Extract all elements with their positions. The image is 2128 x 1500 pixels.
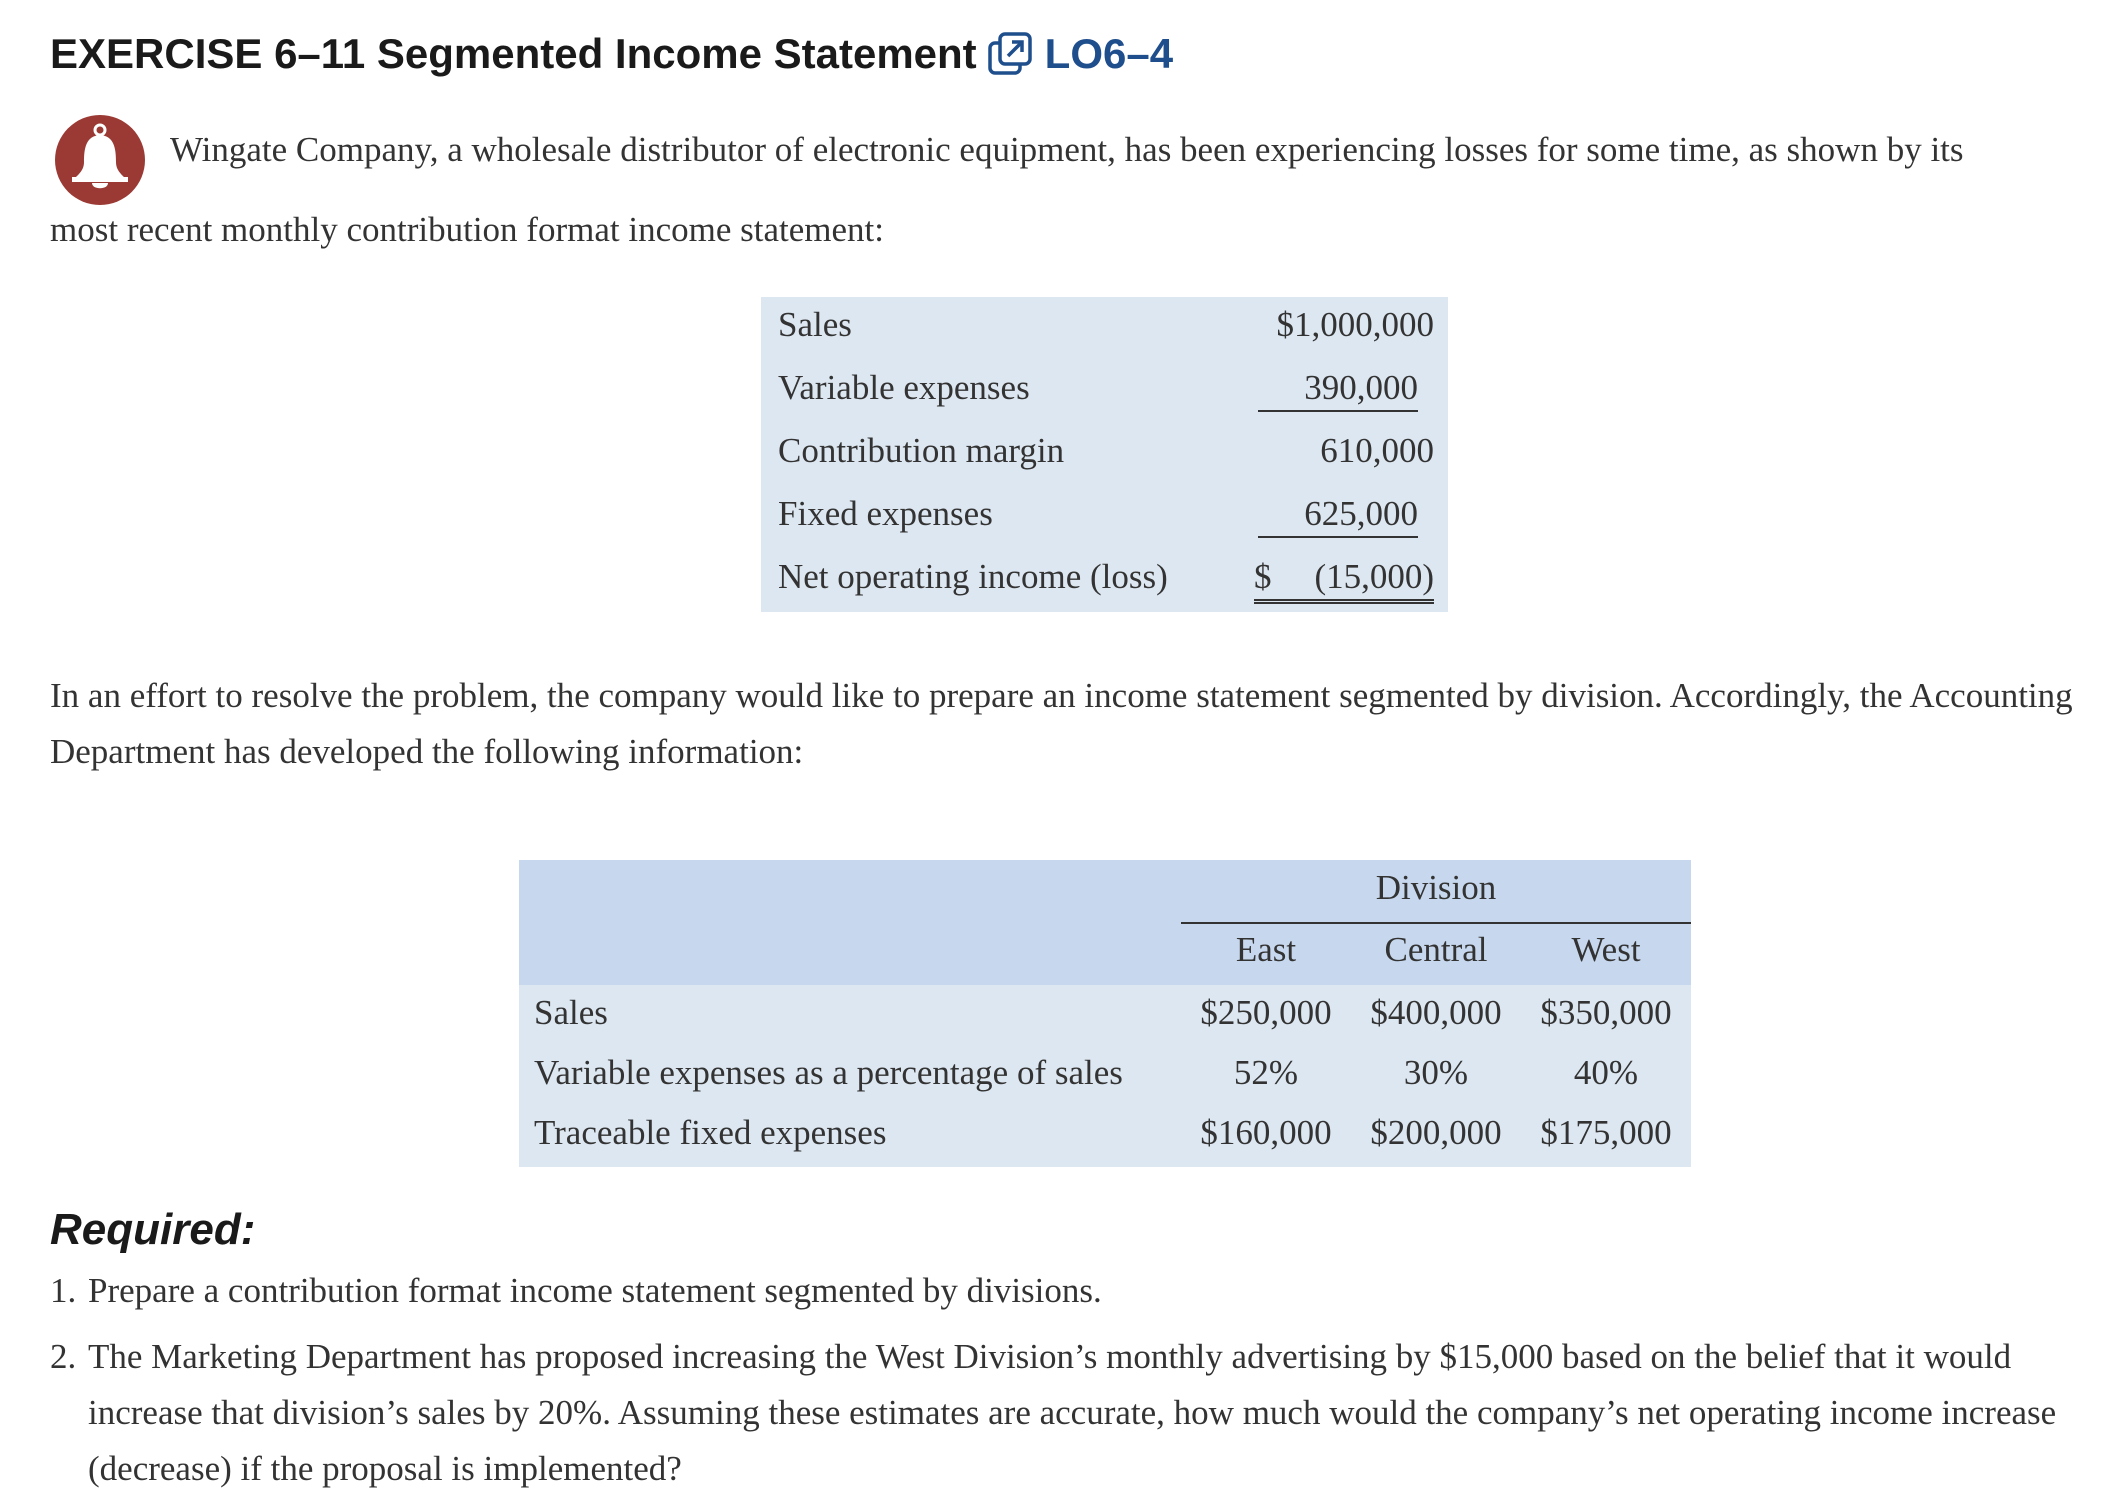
row-amount: 390,000: [1258, 368, 1418, 412]
column-header-east: East: [1235, 930, 1297, 969]
division-group-header: Division: [1375, 868, 1497, 907]
cell-central-variable-pct: 30%: [1403, 1053, 1469, 1092]
exercise-title: EXERCISE 6–11 Segmented Income Statement: [50, 30, 977, 77]
item-number: 2.: [50, 1337, 77, 1376]
item-number: 1.: [50, 1271, 77, 1310]
row-label: Fixed expenses: [778, 494, 993, 533]
row-amount: [1254, 557, 1434, 604]
bell-icon: [54, 114, 146, 206]
intro-text-line2: most recent monthly contribution format income statement:: [50, 210, 884, 249]
item-text: The Marketing Department has proposed increasing the West Division’s monthly advertising by $15,000 based on the belief that it would increase that division’s sales by 20%. Assuming these estimates are accurate, how much would the company’s net operating income increase (decrease) if the proposal is implemented?: [88, 1337, 2057, 1488]
column-header-west: West: [1571, 930, 1641, 969]
required-heading: Required:: [50, 1205, 256, 1254]
table-row: [778, 423, 1434, 486]
exercise-heading: [50, 30, 1173, 78]
item-text: Prepare a contribution format income statement segmented by divisions.: [88, 1271, 1102, 1310]
cell-east-variable-pct: 52%: [1233, 1053, 1299, 1092]
row-label: Variable expenses: [778, 368, 1030, 407]
table-row: [778, 486, 1434, 549]
row-amount: 610,000: [1320, 431, 1434, 470]
required-item-2: [50, 1329, 2090, 1497]
required-item-1: [50, 1263, 2090, 1319]
row-label: Sales: [778, 305, 852, 344]
division-table: [519, 860, 1691, 1167]
row-amount: $1,000,000: [1276, 305, 1434, 344]
intro-text-line1: Wingate Company, a wholesale distributor of electronic equipment, has been experiencing losses for some time, as shown by its: [170, 130, 1964, 169]
cell-east-traceable-fixed: $160,000: [1200, 1113, 1332, 1152]
row-label-traceable-fixed: Traceable fixed expenses: [534, 1113, 887, 1152]
column-header-central: Central: [1384, 930, 1488, 969]
division-table-header: [519, 860, 1691, 985]
cell-west-sales: $350,000: [1540, 993, 1672, 1032]
header-divider: [1181, 922, 1691, 924]
cell-central-sales: $400,000: [1370, 993, 1502, 1032]
row-label-sales: Sales: [534, 993, 608, 1032]
row-label-variable-pct: Variable expenses as a percentage of sales: [534, 1053, 1123, 1092]
cell-east-sales: $250,000: [1200, 993, 1332, 1032]
row-amount: 625,000: [1258, 494, 1418, 538]
row-label: Net operating income (loss): [778, 557, 1168, 596]
table-row: [778, 549, 1434, 612]
cell-west-variable-pct: 40%: [1573, 1053, 1639, 1092]
cell-west-traceable-fixed: $175,000: [1540, 1113, 1672, 1152]
currency-symbol: $: [1254, 557, 1272, 596]
row-label: Contribution margin: [778, 431, 1065, 470]
learning-objective-link[interactable]: LO6–4: [1044, 30, 1174, 77]
table-row: [778, 360, 1434, 423]
income-statement-table: [761, 297, 1448, 612]
cell-central-traceable-fixed: $200,000: [1370, 1113, 1502, 1152]
table-row: [778, 297, 1434, 360]
paragraph-accounting-info: In an effort to resolve the problem, the company would like to prepare an income statement segmented by division. Accordingly, the Accounting Department has developed the following information:: [50, 676, 2073, 771]
external-link-icon[interactable]: [987, 31, 1033, 77]
net-amount: (15,000): [1314, 557, 1434, 596]
